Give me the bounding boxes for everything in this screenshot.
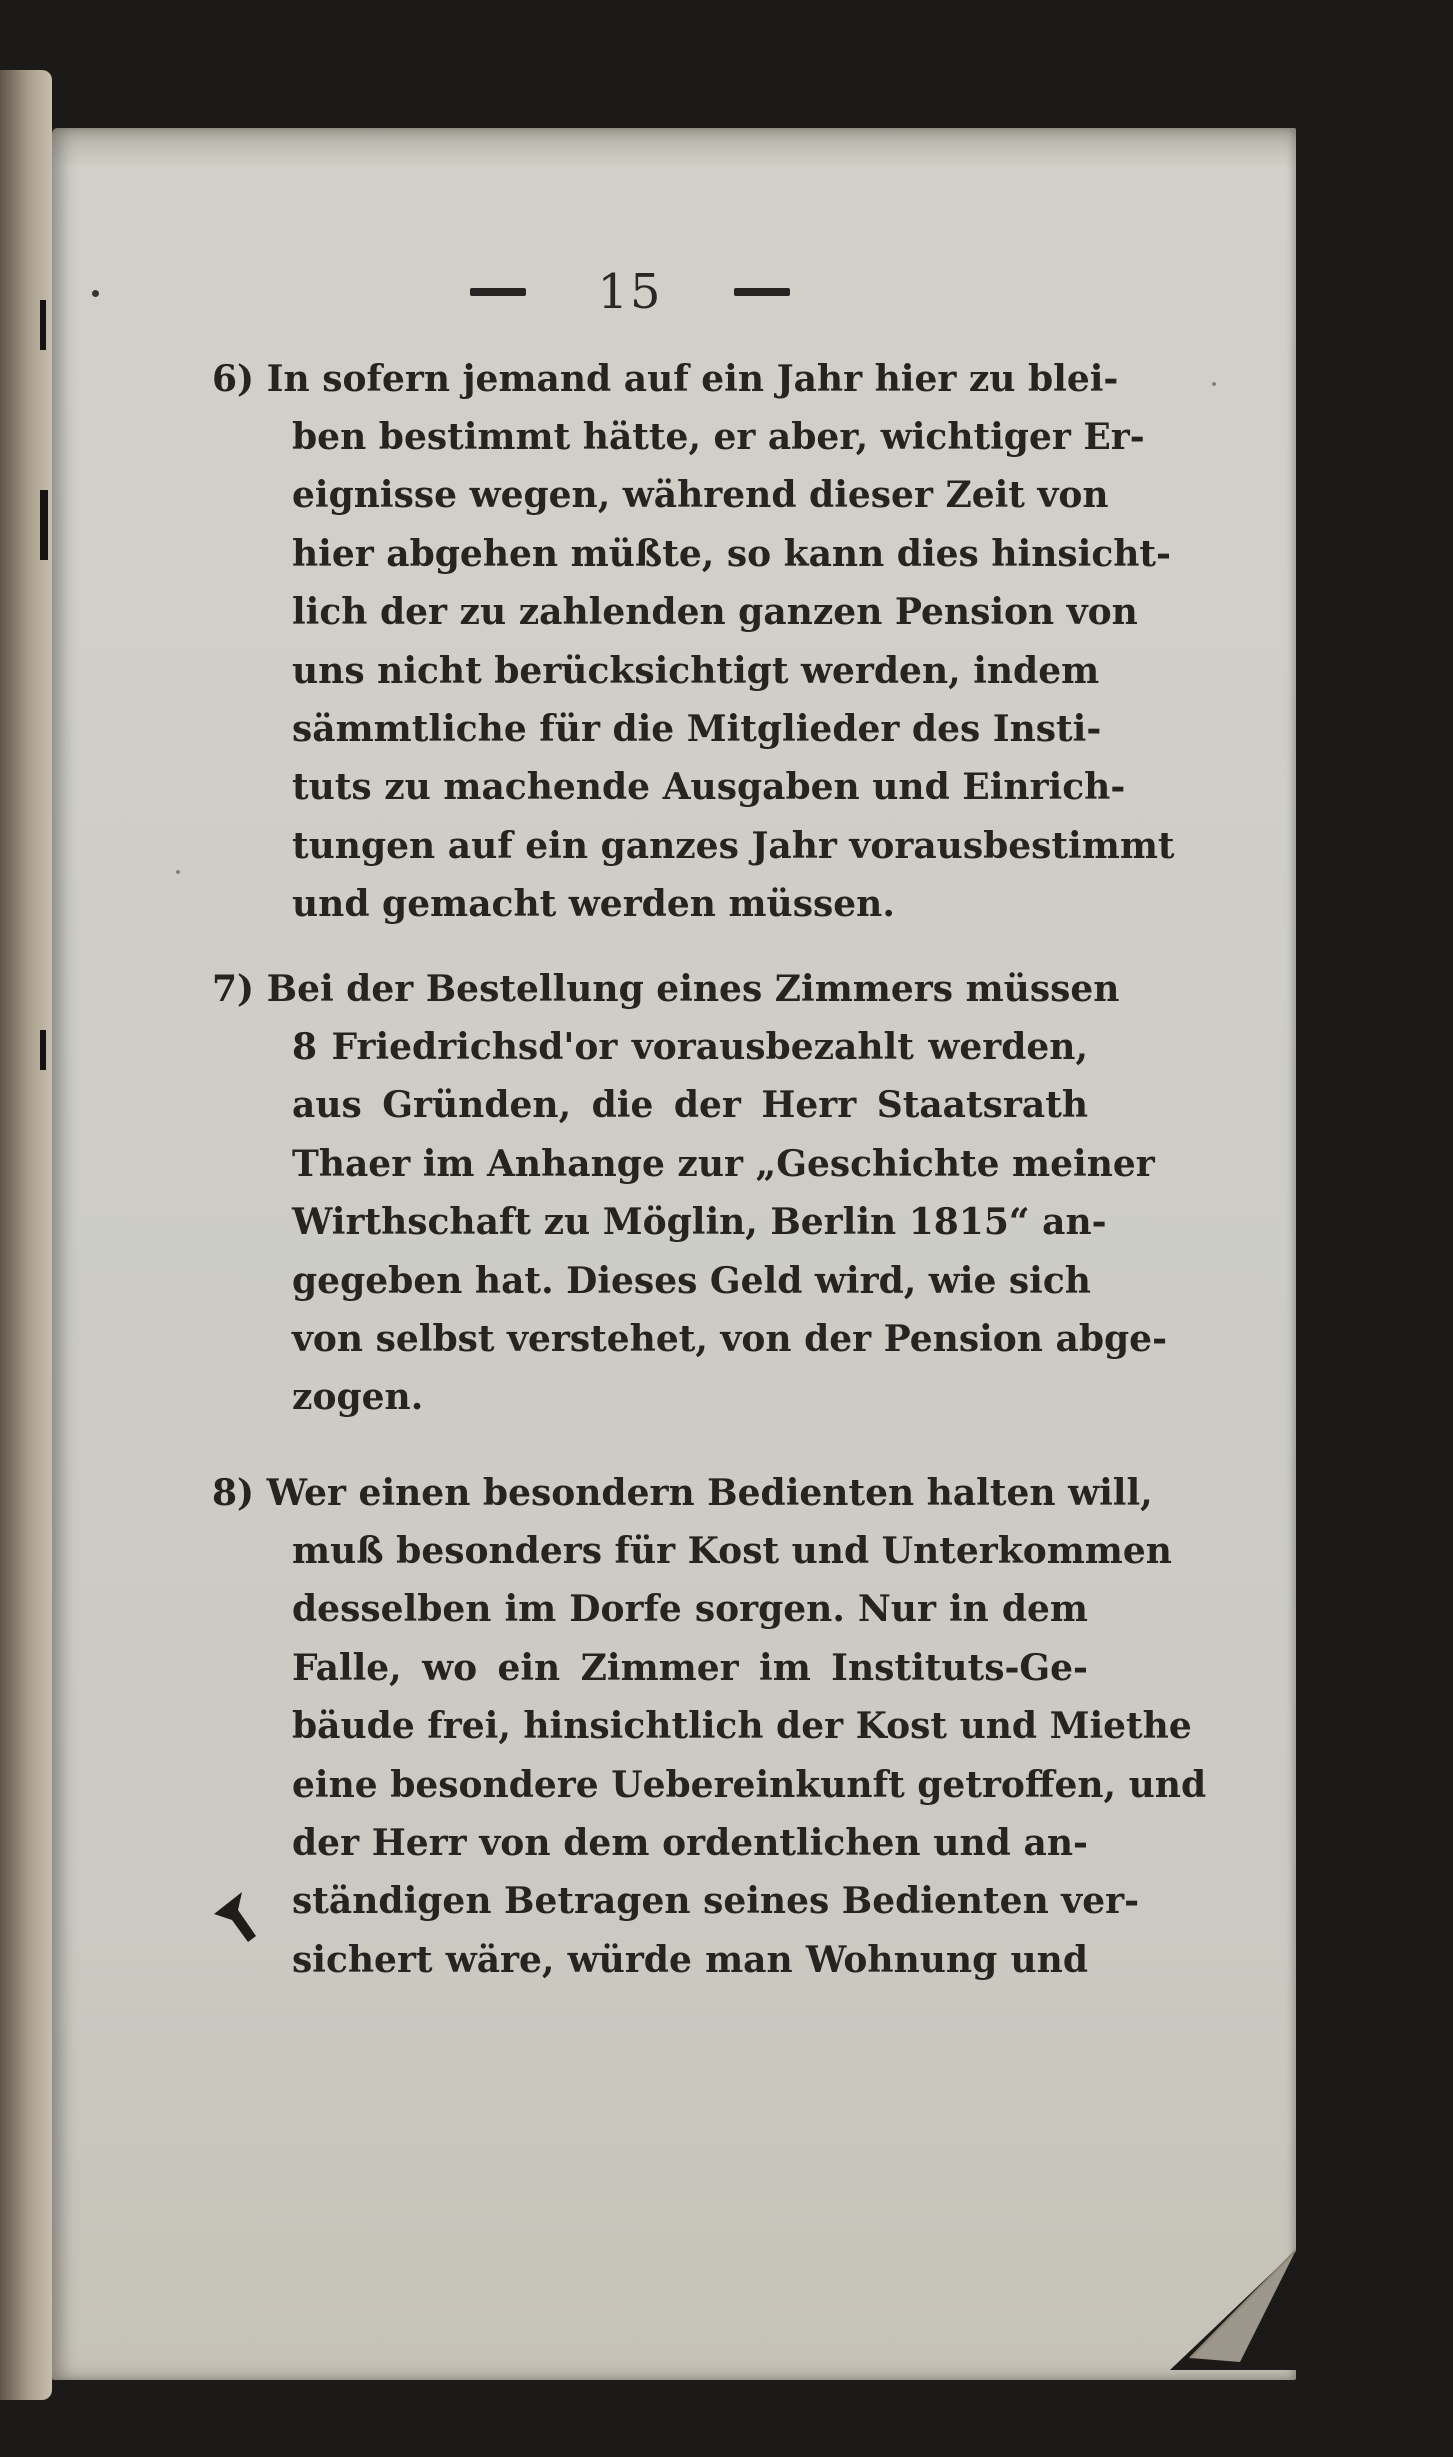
text-line: zogen.: [292, 1376, 424, 1418]
dog-ear-corner: [1150, 2240, 1296, 2370]
binding-mark: [40, 490, 48, 560]
text-line: uns nicht berücksichtigt werden, indem: [292, 650, 1100, 692]
text-line: Wirthschaft zu Möglin, Berlin 1815“ an-: [292, 1201, 1107, 1243]
text-line: von selbst verstehet, von der Pension abge-: [292, 1318, 1168, 1360]
header-dash-right: [734, 288, 790, 296]
text-line: [212, 350, 1119, 408]
text-line: aus Gründen, die der Herr Staatsrath: [292, 1084, 1088, 1126]
manicule-mark-icon: [212, 1886, 264, 1946]
text-line: sämmtliche für die Mitglieder des Insti-: [292, 708, 1102, 750]
page-number: 15: [597, 264, 663, 320]
line-text: Wer einen besondern Bedienten halten will,: [266, 1472, 1153, 1514]
text-line: und gemacht werden müssen.: [292, 883, 895, 925]
text-line: ständigen Betragen seines Bedienten ver-: [292, 1880, 1140, 1922]
header-dash-left: [470, 288, 526, 296]
line-text: In sofern jemand auf ein Jahr hier zu blei-: [266, 358, 1119, 400]
text-line: Thaer im Anhange zur „Geschichte meiner: [292, 1143, 1155, 1185]
line-text: Bei der Bestellung eines Zimmers müssen: [266, 968, 1120, 1010]
ink-speck: [1212, 382, 1216, 386]
binding-mark: [40, 300, 46, 350]
text-line: lich der zu zahlenden ganzen Pension von: [292, 591, 1138, 633]
text-line: eine besondere Uebereinkunft getroffen, und: [292, 1764, 1207, 1806]
ink-speck: [92, 290, 99, 297]
text-line: tungen auf ein ganzes Jahr vorausbestimmt: [292, 825, 1175, 867]
text-line: ben bestimmt hätte, er aber, wichtiger Er-: [292, 416, 1145, 458]
paragraph-number: 7): [212, 968, 255, 1010]
ink-speck: [176, 870, 180, 874]
text-line: Falle, wo ein Zimmer im Instituts-Ge-: [292, 1647, 1088, 1689]
text-line: 8 Friedrichsd'or vorausbezahlt werden,: [292, 1026, 1088, 1068]
text-line: eignisse wegen, während dieser Zeit von: [292, 474, 1109, 516]
binding-mark: [40, 1030, 46, 1070]
paragraph-number: 6): [212, 358, 255, 400]
text-line: tuts zu machende Ausgaben und Einrich-: [292, 766, 1126, 808]
text-line: der Herr von dem ordentlichen und an-: [292, 1822, 1088, 1864]
text-line: gegeben hat. Dieses Geld wird, wie sich: [292, 1260, 1091, 1302]
page-shadow: [52, 128, 1296, 168]
left-page-edge: [0, 70, 52, 2400]
paragraph-number: 8): [212, 1472, 255, 1514]
text-line: bäude frei, hinsichtlich der Kost und Miethe: [292, 1705, 1192, 1747]
text-line: hier abgehen müßte, so kann dies hinsicht-: [292, 533, 1171, 575]
text-line: desselben im Dorfe sorgen. Nur in dem: [292, 1588, 1088, 1630]
text-line: [212, 1464, 1153, 1522]
text-line: muß besonders für Kost und Unterkommen: [292, 1530, 1172, 1572]
text-line: [212, 960, 1120, 1018]
page-header: [470, 262, 790, 322]
text-line: sichert wäre, würde man Wohnung und: [292, 1939, 1088, 1981]
